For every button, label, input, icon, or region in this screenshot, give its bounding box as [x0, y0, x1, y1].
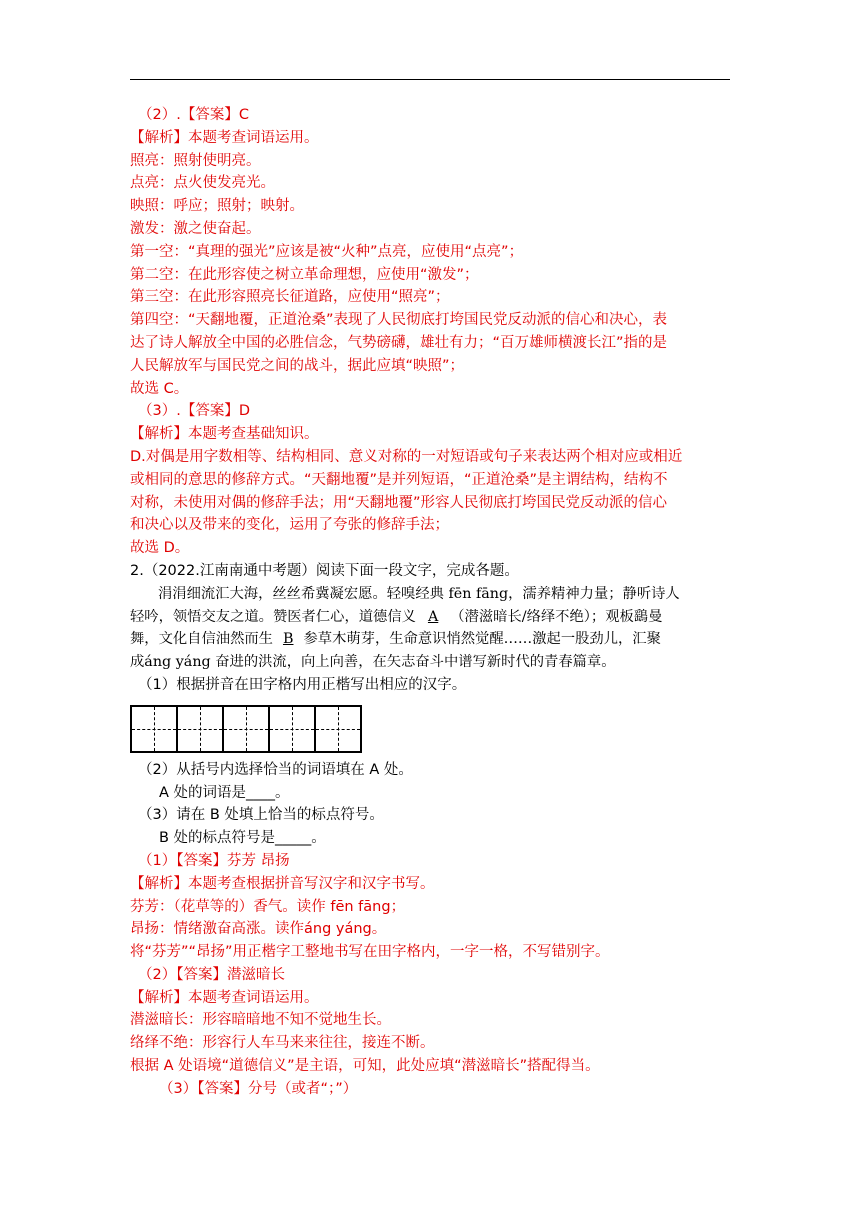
text-line: 【解析】本题考查根据拼音写汉字和汉字书写。 [130, 875, 435, 892]
text-line: D.对偶是用字数相等、结构相同、意义对称的一对短语或句子来表达两个相对应或相近 [130, 448, 683, 465]
text-line: 照亮：照射使明亮。 [130, 152, 261, 169]
text-line: A 处的词语是____。 [159, 784, 290, 801]
passage-line: 成áng yáng 奋进的洪流，向上向善，在矢志奋斗中谱写新时代的青春篇章。 [130, 654, 616, 671]
grid-cell [176, 705, 224, 753]
grid-cell [314, 705, 362, 753]
answer-block-part1 [130, 104, 730, 583]
grid-cell [130, 705, 178, 753]
text-line: 根据 A 处语境“道德信义”是主语，可知，此处应填“潜滋暗长”搭配得当。 [130, 1058, 600, 1075]
text-line: 芬芳：（花草等的）香气。读作 fēn fāng； [130, 898, 406, 915]
passage-line: 舞，文化自信油然而生 B 参草木萌芽，生命意识悄然觉醒……激起一股劲儿，汇聚 [130, 631, 661, 648]
text-line: 【解析】本题考查基础知识。 [130, 426, 319, 443]
text-line: 第三空：在此形容照亮长征道路，应使用“照亮”； [130, 289, 450, 306]
text-line: 映照：呼应；照射；映射。 [130, 198, 304, 215]
text-line: 对称，未使用对偶的修辞手法；用“天翻地覆”形容人民彻底打垮国民党反动派的信心 [130, 494, 668, 511]
text-line: （2）.【答案】C [138, 107, 249, 123]
text-line: （2）【答案】潜滋暗长 [138, 966, 285, 983]
text-line: B 处的标点符号是_____。 [159, 830, 326, 847]
text-line: 【解析】本题考查词语运用。 [130, 989, 319, 1006]
text-line: 第二空：在此形容使之树立革命理想，应使用“激发”； [130, 266, 479, 283]
text-line: （3）请在 B 处填上恰当的标点符号。 [138, 807, 384, 824]
tianzige-grid [130, 705, 730, 751]
text-line: 潜滋暗长：形容暗暗地不知不觉地生长。 [130, 1012, 391, 1029]
text-line: （3）.【答案】D [138, 403, 250, 420]
blank-b: B [282, 631, 294, 648]
passage-line: 涓涓细流汇大海，丝丝希冀凝宏愿。轻嗅经典 fēn fāng，濡养精神力量；静听诗人 [158, 585, 680, 602]
text-line: 故选 D。 [130, 540, 190, 557]
question-1: （1）根据拼音在田字格内用正楷写出相应的汉字。 [138, 676, 467, 693]
text-line: 故选 C。 [130, 380, 189, 397]
text-line: 昂扬：情绪激奋高涨。读作áng yáng。 [130, 921, 387, 938]
document-body [130, 104, 730, 1101]
grid-cell [222, 705, 270, 753]
text-line: 第一空：“真理的强光”应该是被“火种”点亮，应使用“点亮”； [130, 243, 524, 260]
text-line: 点亮：点火使发亮光。 [130, 175, 275, 192]
reading-passage [130, 583, 730, 674]
text-line: （2）从括号内选择恰当的词语填在 A 处。 [138, 761, 413, 778]
text-line: （3）【答案】分号（或者“；”） [159, 1080, 358, 1097]
grid-cell [268, 705, 316, 753]
text-line: 将“芬芳”“昂扬”用正楷字工整地书写在田字格内，一字一格，不写错别字。 [130, 944, 610, 961]
header-rule [130, 79, 730, 80]
blank-a: A [427, 608, 439, 625]
text-line: 和决心以及带来的变化，运用了夸张的修辞手法； [130, 517, 449, 534]
passage-line: 轻吟，领悟交友之道。赞医者仁心，道德信义 A （潜滋暗长/络绎不绝）；观板鷂曼 [130, 608, 663, 625]
text-line: 激发：激之使奋起。 [130, 220, 261, 237]
text-line: 人民解放军与国民党之间的战斗，据此应填“映照”； [130, 357, 465, 374]
answer-block-part2 [130, 759, 730, 1101]
text-line: （1）【答案】芬芳 昂扬 [138, 852, 290, 869]
text-line: 或相同的意思的修辞方式。“天翻地覆”是并列短语，“正道沧桑”是主谓结构，结构不 [130, 471, 668, 488]
text-line: 第四空：“天翻地覆，正道沧桑”表现了人民彻底打垮国民党反动派的信心和决心，表 [130, 312, 668, 329]
text-line: 达了诗人解放全中国的必胜信念，气势磅礴，雄壮有力；“百万雄师横渡长江”指的是 [130, 334, 668, 351]
text-line: 【解析】本题考查词语运用。 [130, 129, 319, 146]
text-line: 络绎不绝：形容行人车马来来往往，接连不断。 [130, 1035, 435, 1052]
text-line: 2.（2022.江南南通中考题）阅读下面一段文字，完成各题。 [130, 562, 519, 579]
